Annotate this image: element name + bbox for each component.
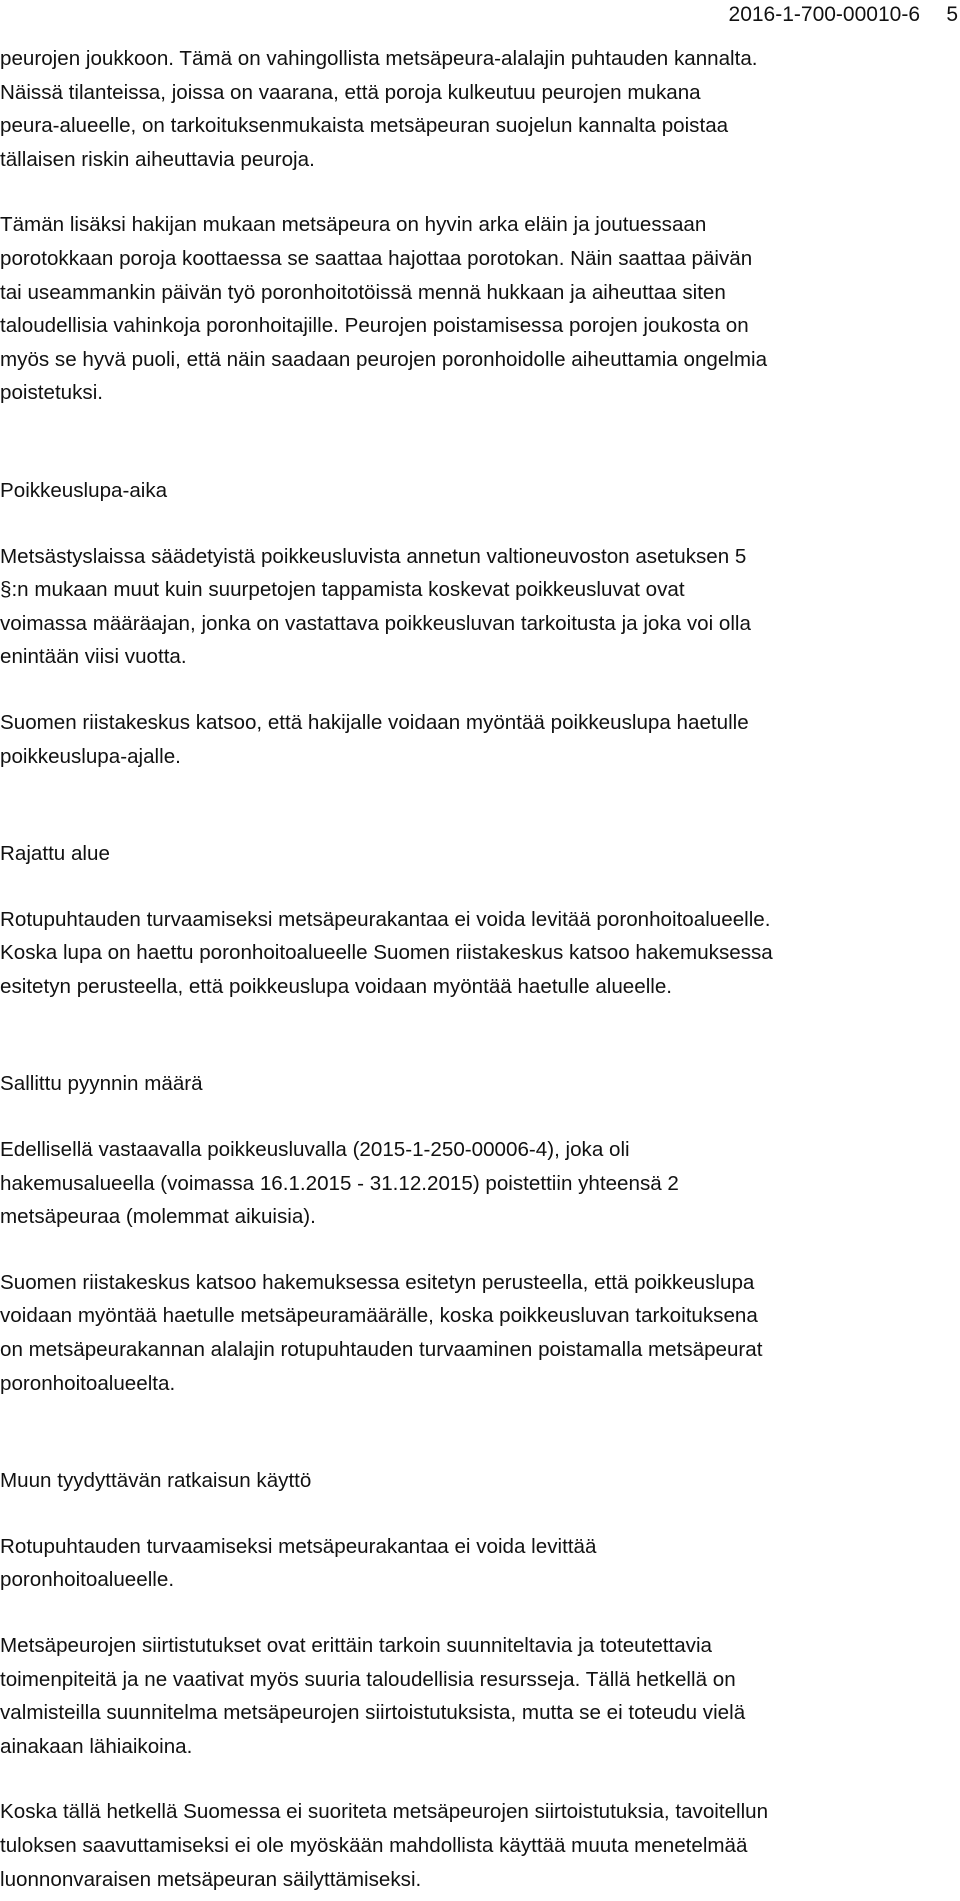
document-id: 2016-1-700-00010-6 [728, 3, 920, 26]
paragraph-johtopaatos: Koska tällä hetkellä Suomessa ei suoriteta metsäpeurojen siirtoistutuksia, tavoitellun tuloksen saavuttamiseksi ei ole myöskään mahdollista käyttää muuta menetelmää luonnonvaraisen metsäpeuran säilyttämiseksi. [0, 1800, 769, 1891]
paragraph-intro-continuation: peurojen joukkoon. Tämä on vahingollista metsäpeura-alalajin puhtauden kannalta. Näissä tilanteissa, joissa on vaarana, että poroja kulkeutuu peurojen mukana peura-alueelle, on tarkoituksenmukaista metsäpeuran suojelun kannalta poistaa tällaisen riskin aiheuttavia peuroja. [0, 47, 758, 171]
paragraph-hakijan-mukaan: Tämän lisäksi hakijan mukaan metsäpeura on hyvin arka eläin ja joutuessaan porotokkaan poroja koottaessa se saattaa hajottaa porotokan. Näin saattaa päivän tai useammankin päivän työ poronhoitotöissä mennä hukkaan ja aiheuttaa siten taloudellisia vahinkoja poronhoitajille. Peurojen poistamisessa porojen joukosta on myös se hyvä puoli, että näin saadaan peurojen poronhoidolle aiheuttamia ongelmia poistetuksi. [0, 213, 768, 405]
paragraph-rotupuhtaus: Rotupuhtauden turvaamiseksi metsäpeurakantaa ei voida levittää poronhoitoalueelle. [0, 1534, 597, 1592]
page-header [0, 2, 960, 32]
paragraph-pyynnin-maara-paatos: Suomen riistakeskus katsoo hakemuksessa esitetyn perusteella, että poikkeuslupa voidaan myöntää haetulle metsäpeuramäärälle, koska poikkeusluvan tarkoituksena on metsäpeurakannan alalajin rotupuhtauden turvaaminen poistamalla metsäpeurat poronhoitoalueelta. [0, 1270, 763, 1395]
section-heading-poikkeuslupa-aika: Poikkeuslupa-aika [0, 478, 168, 502]
paragraph-lupa-aika-paatos: Suomen riistakeskus katsoo, että hakijalle voidaan myöntää poikkeuslupa haetulle poikkeuslupa-ajalle. [0, 710, 749, 768]
section-heading-muu-ratkaisu: Muun tyydyttävän ratkaisun käyttö [0, 1469, 312, 1493]
document-body [0, 42, 920, 1896]
paragraph-rajattu-alue: Rotupuhtauden turvaamiseksi metsäpeurakantaa ei voida levitää poronhoitoalueelle. Koska lupa on haettu poronhoitoalueelle Suomen riistakeskus katsoo hakemuksessa esitetyn perusteella, että poikkeuslupa voidaan myöntää haetulle alueelle. [0, 907, 773, 998]
section-heading-pyynnin-maara: Sallittu pyynnin määrä [0, 1072, 203, 1096]
paragraph-asetus: Metsästyslaissa säädetyistä poikkeusluvista annetun valtioneuvoston asetuksen 5 §:n mukaan muut kuin suurpetojen tappamista koskevat poikkeusluvat ovat voimassa määräajan, jonka on vastattava poikkeusluvan tarkoitusta ja joka voi olla enintään viisi vuotta. [0, 544, 751, 669]
paragraph-edellinen-lupa: Edellisellä vastaavalla poikkeusluvalla (2015-1-250-00006-4), joka oli hakemusalueella (voimassa 16.1.2015 - 31.12.2015) poistettiin yhteensä 2 metsäpeuraa (molemmat aikuisia). [0, 1138, 679, 1229]
page-number: 5 [946, 3, 958, 26]
section-heading-rajattu-alue: Rajattu alue [0, 842, 110, 866]
paragraph-siirtoistutukset: Metsäpeurojen siirtistutukset ovat erittäin tarkoin suunniteltavia ja toteutettavia toimenpiteitä ja ne vaativat myös suuria taloudellisia resursseja. Tällä hetkellä on valmisteilla suunnitelma metsäpeurojen siirtoistutuksista, mutta se ei toteudu vielä ainakaan lähiaikoina. [0, 1634, 746, 1758]
